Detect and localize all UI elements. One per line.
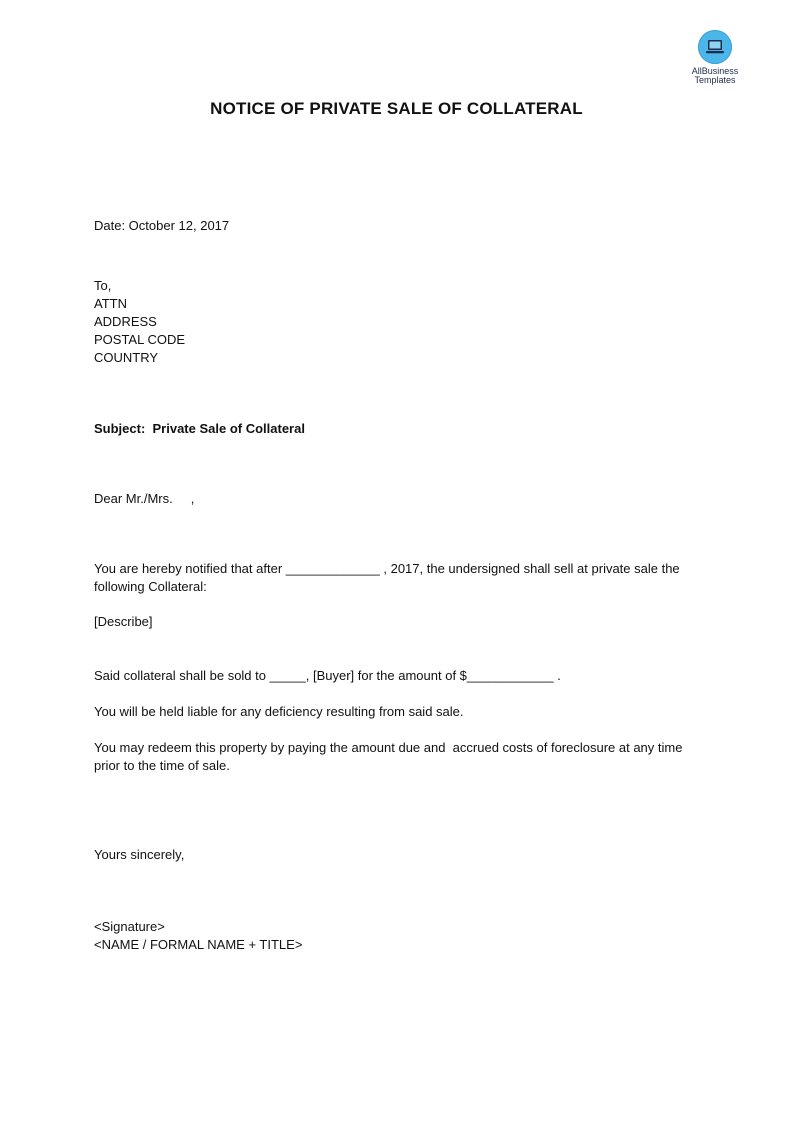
describe-placeholder: [Describe]	[94, 614, 153, 629]
body-paragraph-1-line-2: following Collateral:	[94, 579, 207, 594]
body-paragraph-1-line-1: You are hereby notified that after _____________ , 2017, the undersigned shall sell at private sale the	[94, 561, 680, 576]
recipient-postal-code: POSTAL CODE	[94, 332, 186, 347]
recipient-country: COUNTRY	[94, 350, 159, 365]
closing: Yours sincerely,	[94, 847, 185, 862]
body-paragraph-3: You will be held liable for any deficiency resulting from said sale.	[94, 704, 464, 719]
recipient-to: To,	[94, 278, 112, 293]
logo-text-line1: AllBusiness	[691, 66, 739, 76]
body-paragraph-4-line-2: prior to the time of sale.	[94, 758, 230, 773]
subject-line: Subject: Private Sale of Collateral	[94, 421, 305, 436]
document-title: NOTICE OF PRIVATE SALE OF COLLATERAL	[210, 99, 583, 118]
logo-badge	[698, 30, 732, 64]
name-title-placeholder: <NAME / FORMAL NAME + TITLE>	[94, 937, 303, 952]
allbusiness-templates-logo[interactable]	[681, 30, 749, 85]
body-paragraph-4-line-1: You may redeem this property by paying the amount due and accrued costs of foreclosure at any time	[94, 740, 683, 755]
signature-placeholder: <Signature>	[94, 919, 165, 934]
logo-text-line2: Templates	[694, 75, 736, 85]
body-paragraph-2: Said collateral shall be sold to _____, [Buyer] for the amount of $____________ .	[94, 668, 561, 683]
greeting: Dear Mr./Mrs. ,	[94, 491, 195, 506]
recipient-address: ADDRESS	[94, 314, 157, 329]
laptop-icon	[705, 39, 725, 55]
date-line: Date: October 12, 2017	[94, 218, 230, 233]
recipient-attn: ATTN	[94, 296, 127, 311]
